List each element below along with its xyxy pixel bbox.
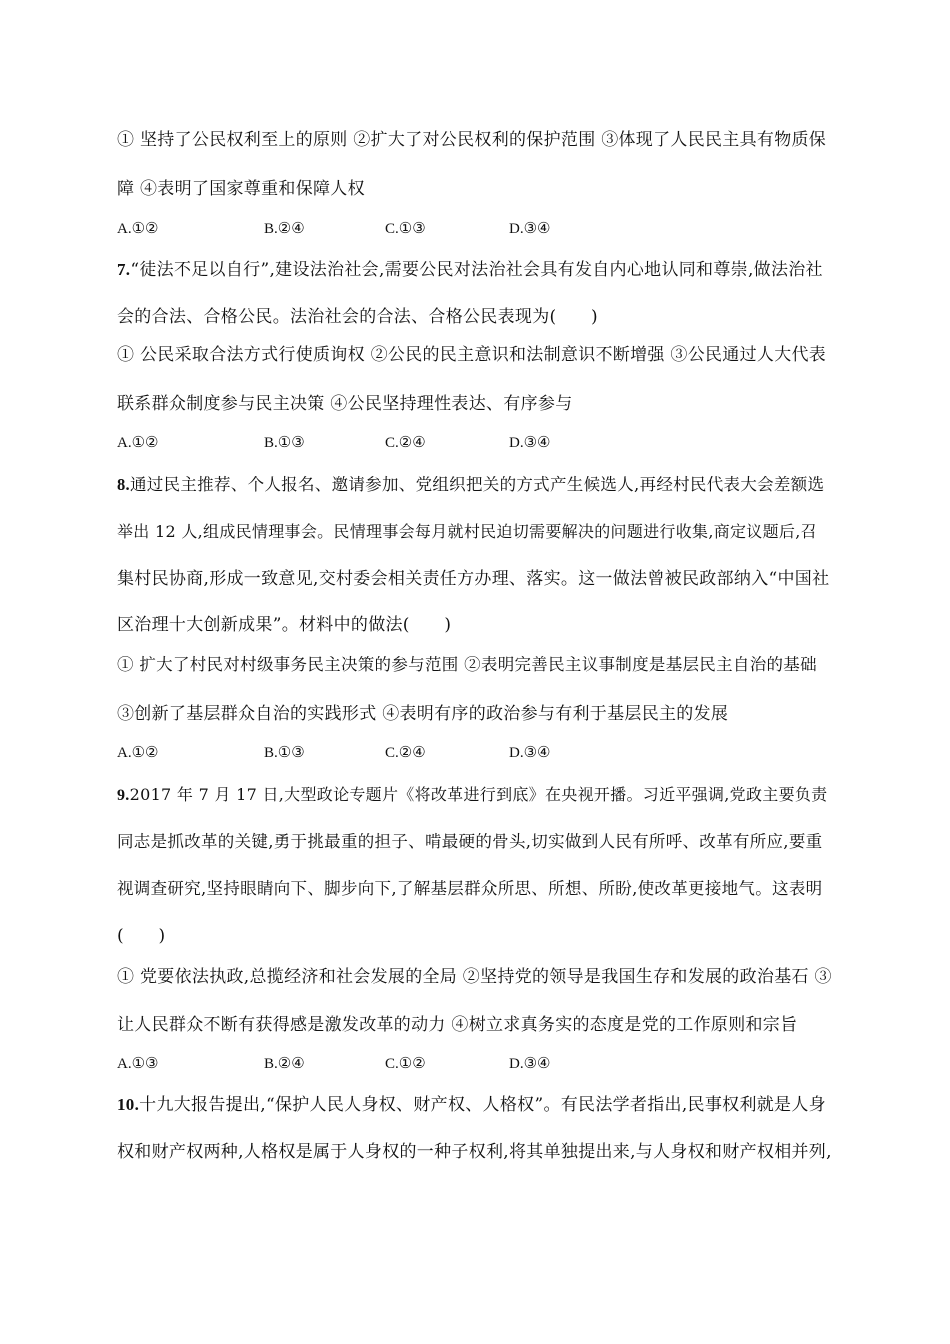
- q6-option-c: C.①③: [385, 221, 426, 237]
- q8-items-line-2: ③创新了基层群众自治的实践形式 ④表明有序的政治参与有利于基层民主的发展: [117, 704, 729, 724]
- q8-stem-line-2: 举出 12 人,组成民情理事会。民情理事会每月就村民迫切需要解决的问题进行收集,商定议题后,召: [117, 522, 817, 541]
- q8-items-line-1: ① 扩大了村民对村级事务民主决策的参与范围 ②表明完善民主议事制度是基层民主自治的基础: [117, 655, 817, 674]
- q6-option-b: B.②④: [264, 221, 305, 237]
- q10-stem-line-1: [117, 1094, 826, 1116]
- q6-items-line-1: ① 坚持了公民权利至上的原则 ②扩大了对公民权利的保护范围 ③体现了人民民主具有物质保: [117, 130, 827, 150]
- q7-option-a: A.①②: [117, 435, 159, 451]
- q10-stem-line-2: 权和财产权两种,人格权是属于人身权的一种子权利,将其单独提出来,与人身权和财产权相并列,: [117, 1142, 832, 1162]
- q6-items-line-2: 障 ④表明了国家尊重和保障人权: [117, 179, 365, 199]
- q9-number: 9.: [117, 787, 130, 804]
- q8-stem-line-4: 区治理十大创新成果”。材料中的做法( ): [117, 615, 452, 635]
- q9-option-a: A.①③: [117, 1056, 159, 1072]
- q8-option-b: B.①③: [264, 745, 305, 761]
- q6-option-d: D.③④: [509, 221, 551, 237]
- q7-stem-text: “徒法不足以自行”,建设法治社会,需要公民对法治社会具有发自内心地认同和尊崇,做法治社: [130, 260, 823, 280]
- q10-stem-text: 十九大报告提出,“保护人民人身权、财产权、人格权”。有民法学者指出,民事权利就是人身: [139, 1095, 826, 1115]
- q9-items-line-2: 让人民群众不断有获得感是激发改革的动力 ④树立求真务实的态度是党的工作原则和宗旨: [117, 1015, 798, 1035]
- q9-stem-line-1: [117, 784, 827, 807]
- q8-option-c: C.②④: [385, 745, 426, 761]
- q8-stem-line-1: [117, 474, 824, 496]
- q8-option-a: A.①②: [117, 745, 159, 761]
- q7-number: 7.: [117, 260, 131, 279]
- q7-stem-line-2: 会的合法、合格公民。法治社会的合法、合格公民表现为( ): [117, 307, 598, 327]
- q7-stem-line-1: [117, 259, 823, 281]
- q7-option-c: C.②④: [385, 435, 426, 451]
- q8-stem-line-3: 集村民协商,形成一致意见,交村委会相关责任方办理、落实。这一做法曾被民政部纳入“中国社: [117, 569, 830, 589]
- q9-stem-line-3: 视调查研究,坚持眼睛向下、脚步向下,了解基层群众所思、所想、所盼,使改革更接地气。这表明: [117, 879, 823, 898]
- q7-items-line-1: ① 公民采取合法方式行使质询权 ②公民的民主意识和法制意识不断增强 ③公民通过人大代表: [117, 345, 827, 365]
- q10-number: 10.: [117, 1095, 140, 1114]
- q9-items-line-1: ① 党要依法执政,总揽经济和社会发展的全局 ②坚持党的领导是我国生存和发展的政治基石 ③: [117, 967, 832, 987]
- q9-option-d: D.③④: [509, 1056, 551, 1072]
- q9-stem-line-2: 同志是抓改革的关键,勇于挑最重的担子、啃最硬的骨头,切实做到人民有所呼、改革有所应,要重: [117, 832, 823, 851]
- q8-number: 8.: [117, 475, 130, 494]
- q9-option-c: C.①②: [385, 1056, 426, 1072]
- q7-option-b: B.①③: [264, 435, 305, 451]
- q6-option-a: A.①②: [117, 221, 159, 237]
- q9-option-b: B.②④: [264, 1056, 305, 1072]
- q9-stem-line-4: ( ): [117, 926, 166, 946]
- q8-option-d: D.③④: [509, 745, 551, 761]
- q9-stem-text: 2017 年 7 月 17 日,大型政论专题片《将改革进行到底》在央视开播。习近平强调,党政主要负责: [129, 785, 828, 804]
- q8-stem-text: 通过民主推荐、个人报名、邀请参加、党组织把关的方式产生候选人,再经村民代表大会差额选: [129, 475, 825, 494]
- q7-option-d: D.③④: [509, 435, 551, 451]
- q7-items-line-2: 联系群众制度参与民主决策 ④公民坚持理性表达、有序参与: [117, 394, 573, 414]
